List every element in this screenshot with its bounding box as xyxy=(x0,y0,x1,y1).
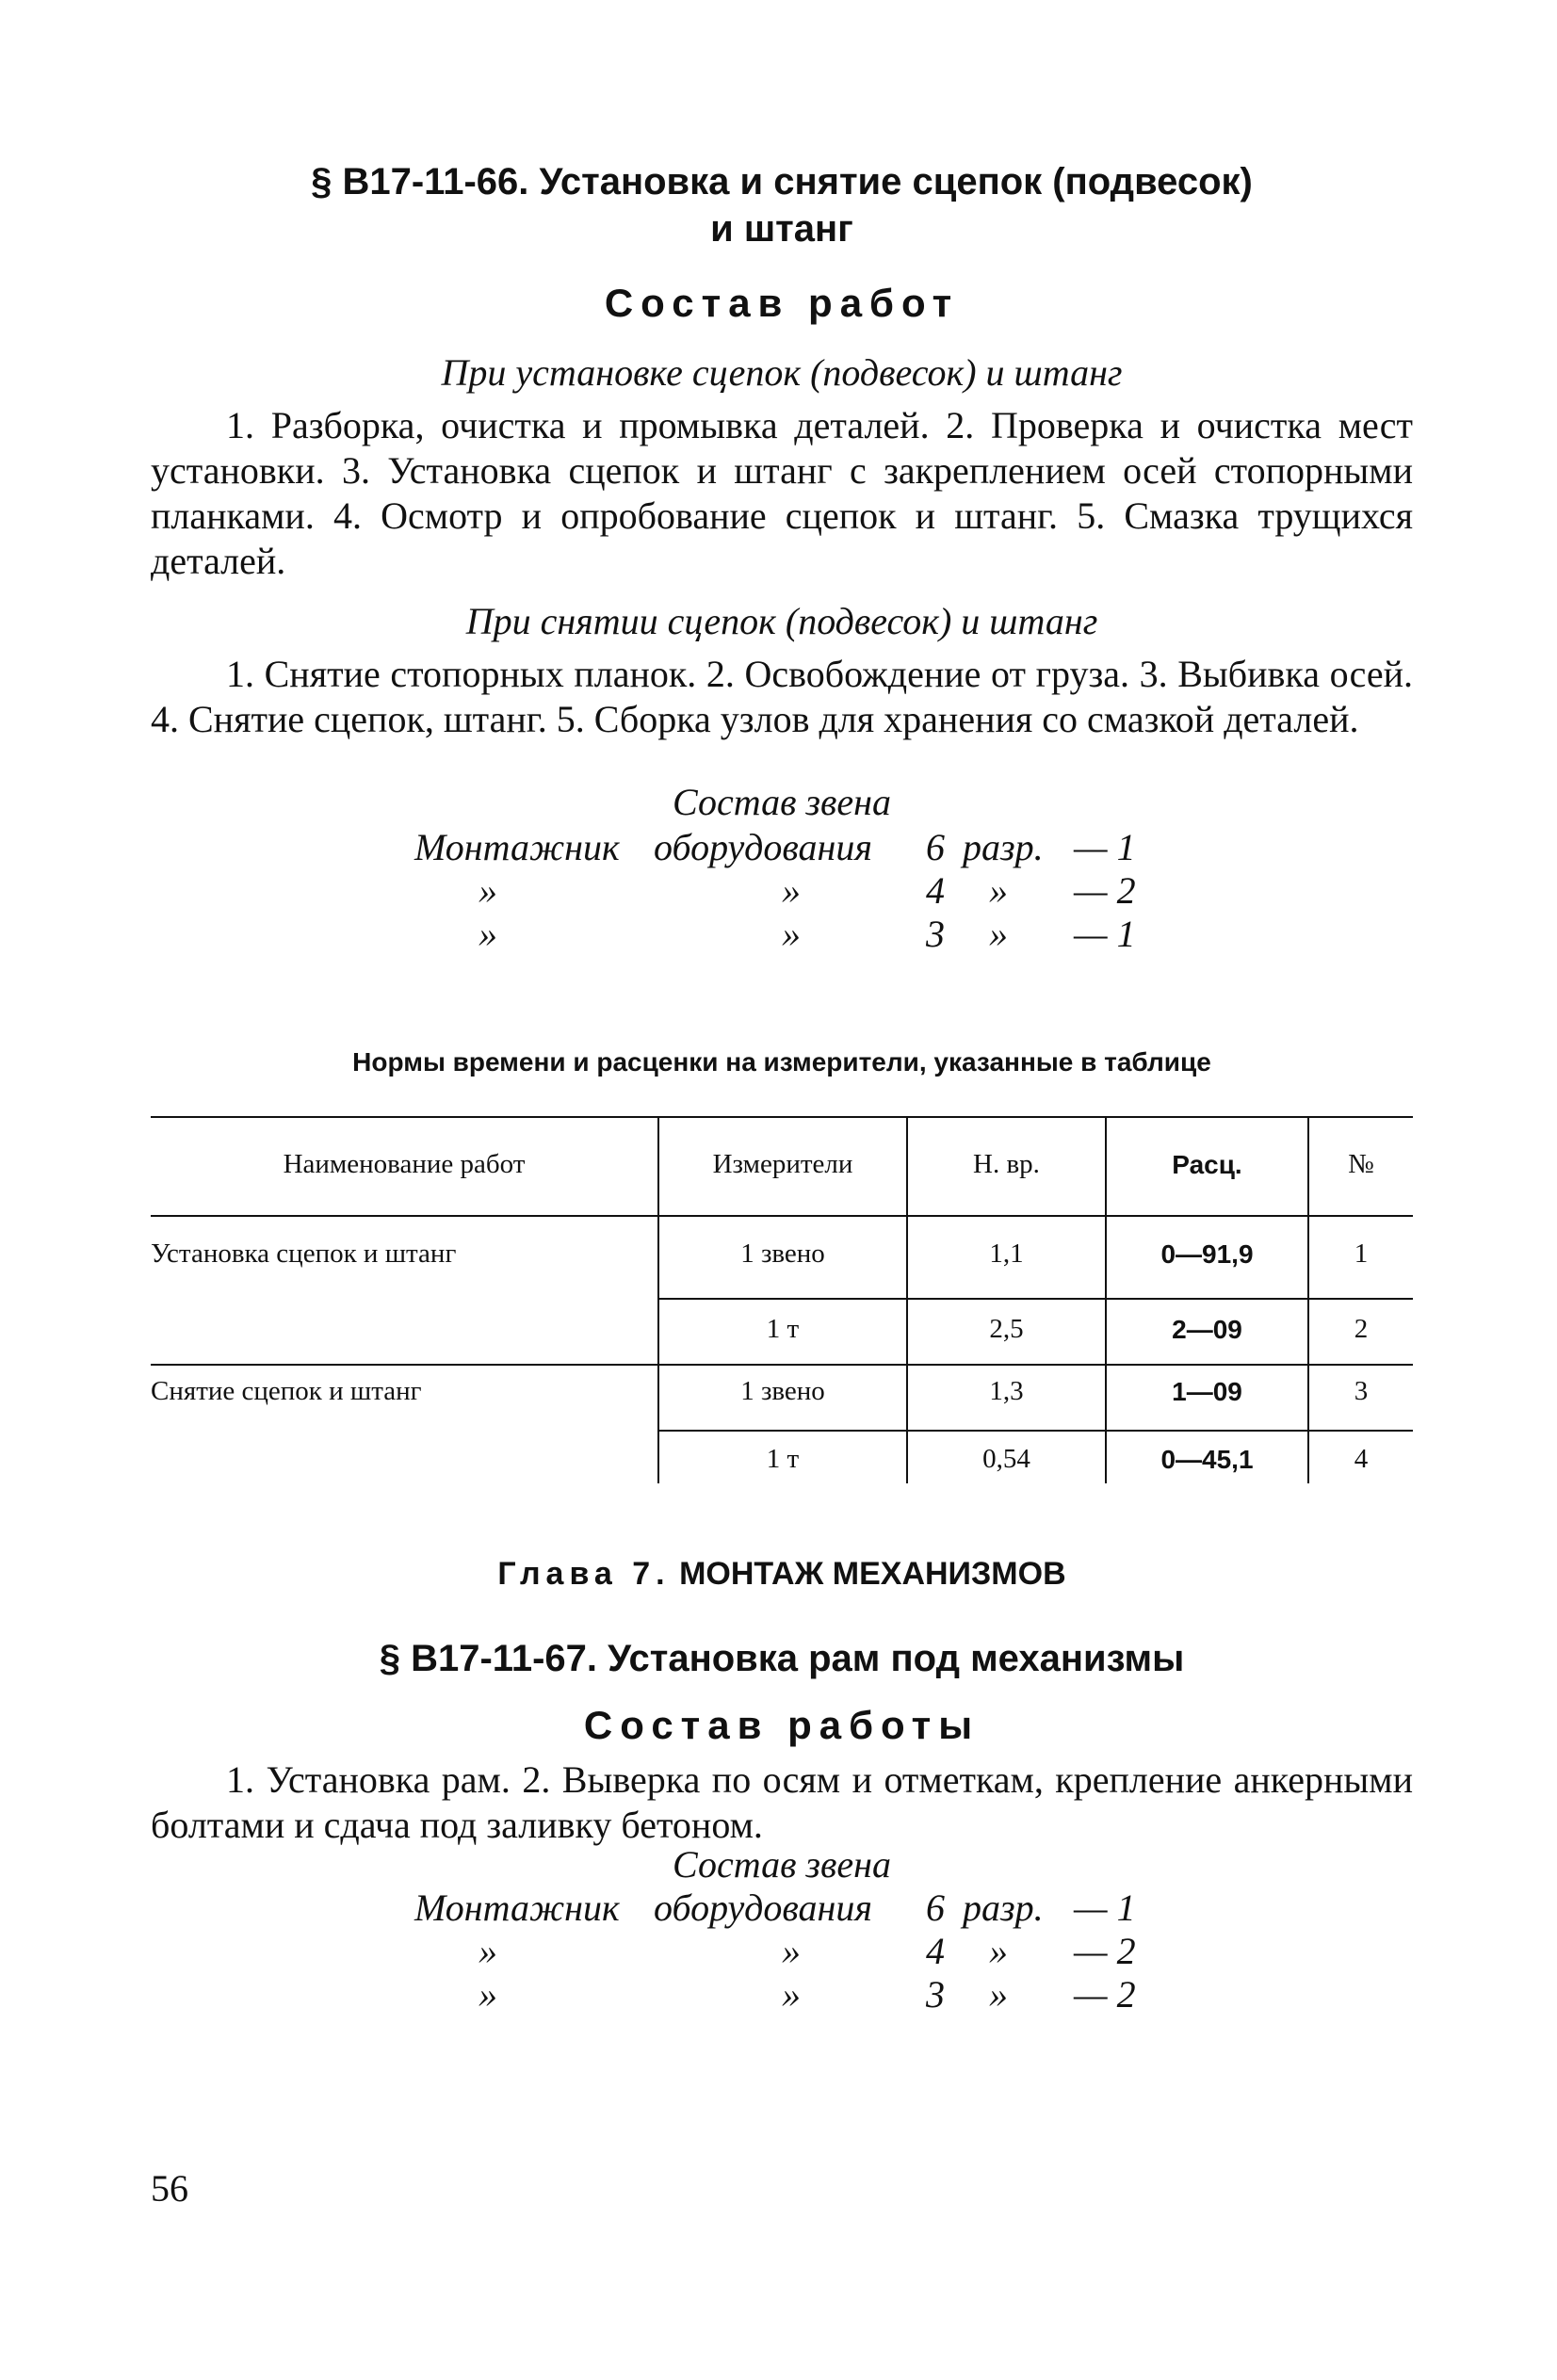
header-work-name: Наименование работ xyxy=(283,1149,526,1179)
crew-count: — 2 xyxy=(1074,1930,1136,1972)
crew-col1: » xyxy=(478,913,497,955)
crew-count: — 1 xyxy=(1074,1886,1136,1929)
cell-price: 0—91,9 xyxy=(1160,1239,1254,1269)
crew-col1: Монтажник xyxy=(414,826,620,868)
header-number: № xyxy=(1348,1149,1374,1179)
removal-subheading: При снятии сцепок (подвесок) и штанг xyxy=(465,600,1098,642)
norms-table xyxy=(151,1116,1413,1483)
crew-count: — 1 xyxy=(1074,913,1136,955)
crew-count: — 2 xyxy=(1074,869,1136,912)
removal-paragraph: 1. Снятие стопорных планок. 2. Освобождение от груза. 3. Выбивка осей. 4. Снятие сцепок, штанг. 5. Сборка узлов для хранения со смазкой деталей. xyxy=(151,653,1413,740)
crew-col2: » xyxy=(782,1930,801,1972)
crew-col2: » xyxy=(782,1973,801,2016)
crew-grade: 4 xyxy=(926,1930,945,1972)
crew-heading: Состав звена xyxy=(672,781,891,823)
cell-norm: 2,5 xyxy=(989,1314,1024,1344)
cell-norm: 0,54 xyxy=(982,1444,1030,1474)
crew-grade: 6 xyxy=(926,826,945,868)
table-title: Нормы времени и расценки на измерители, указанные в таблице xyxy=(352,1047,1211,1077)
section-title-line1: § В17-11-66. Установка и снятие сцепок (подвесок) xyxy=(311,161,1253,202)
header-price: Расц. xyxy=(1172,1150,1242,1179)
work-composition-heading: Состав работ xyxy=(604,281,960,325)
crew-unit: разр. xyxy=(963,1886,1044,1929)
crew-col1: » xyxy=(478,869,497,912)
cell-number: 3 xyxy=(1354,1376,1369,1406)
install-paragraph: 1. Разборка, очистка и промывка деталей. 2. Проверка и очистка мест установки. 3. Установка сцепок и штанг с закреплением осей стопорными планками. 4. Осмотр и опробование сцепок и штанг. 5. Смазка трущихся деталей. xyxy=(151,404,1413,582)
header-norm: Н. вр. xyxy=(973,1149,1040,1179)
crew-unit: разр. xyxy=(963,826,1044,868)
crew-col2: оборудования xyxy=(654,1886,872,1929)
chapter-title: МОНТАЖ МЕХАНИЗМОВ xyxy=(679,1556,1066,1592)
crew-unit: » xyxy=(989,1930,1008,1972)
cell-price: 2—09 xyxy=(1172,1315,1242,1344)
row-work-name: Снятие сцепок и штанг xyxy=(151,1376,422,1406)
cell-norm: 1,1 xyxy=(989,1239,1024,1269)
crew-unit: » xyxy=(989,869,1008,912)
crew-grade: 3 xyxy=(926,1973,945,2016)
page-number: 56 xyxy=(151,2167,188,2210)
crew-col2: оборудования xyxy=(654,826,872,868)
cell-price: 0—45,1 xyxy=(1160,1445,1254,1474)
chapter-label: Глава 7. xyxy=(497,1556,671,1592)
section2-work-heading: Состав работы xyxy=(583,1703,981,1747)
section-title-line2: и штанг xyxy=(710,208,853,250)
cell-norm: 1,3 xyxy=(989,1376,1024,1406)
crew-grade: 3 xyxy=(926,913,945,955)
crew-unit: » xyxy=(989,913,1008,955)
cell-unit: 1 т xyxy=(766,1314,800,1344)
cell-unit: 1 т xyxy=(766,1444,800,1474)
crew-col2: » xyxy=(782,869,801,912)
cell-number: 4 xyxy=(1354,1444,1369,1474)
crew-count: — 1 xyxy=(1074,826,1136,868)
chapter-heading xyxy=(151,1556,1413,1593)
section2-crew-heading: Состав звена xyxy=(672,1843,891,1886)
crew-col1: » xyxy=(478,1930,497,1972)
cell-number: 2 xyxy=(1354,1314,1369,1344)
crew-grade: 4 xyxy=(926,869,945,912)
cell-price: 1—09 xyxy=(1172,1377,1242,1406)
row-work-name: Установка сцепок и штанг xyxy=(151,1239,457,1269)
crew-col2: » xyxy=(782,913,801,955)
cell-unit: 1 звено xyxy=(740,1239,825,1269)
crew-grade: 6 xyxy=(926,1886,945,1929)
crew-count: — 2 xyxy=(1074,1973,1136,2016)
header-unit: Измерители xyxy=(712,1149,853,1179)
cell-unit: 1 звено xyxy=(740,1376,825,1406)
crew-unit: » xyxy=(989,1973,1008,2016)
install-subheading: При установке сцепок (подвесок) и штанг xyxy=(441,351,1123,394)
crew-col1: » xyxy=(478,1973,497,2016)
section2-paragraph: 1. Установка рам. 2. Выверка по осям и отметкам, крепление анкерными болтами и сдача под заливку бетоном. xyxy=(151,1758,1413,1846)
section2-title: § В17-11-67. Установка рам под механизмы xyxy=(379,1638,1185,1679)
crew-col1: Монтажник xyxy=(414,1886,620,1929)
cell-number: 1 xyxy=(1354,1239,1369,1269)
